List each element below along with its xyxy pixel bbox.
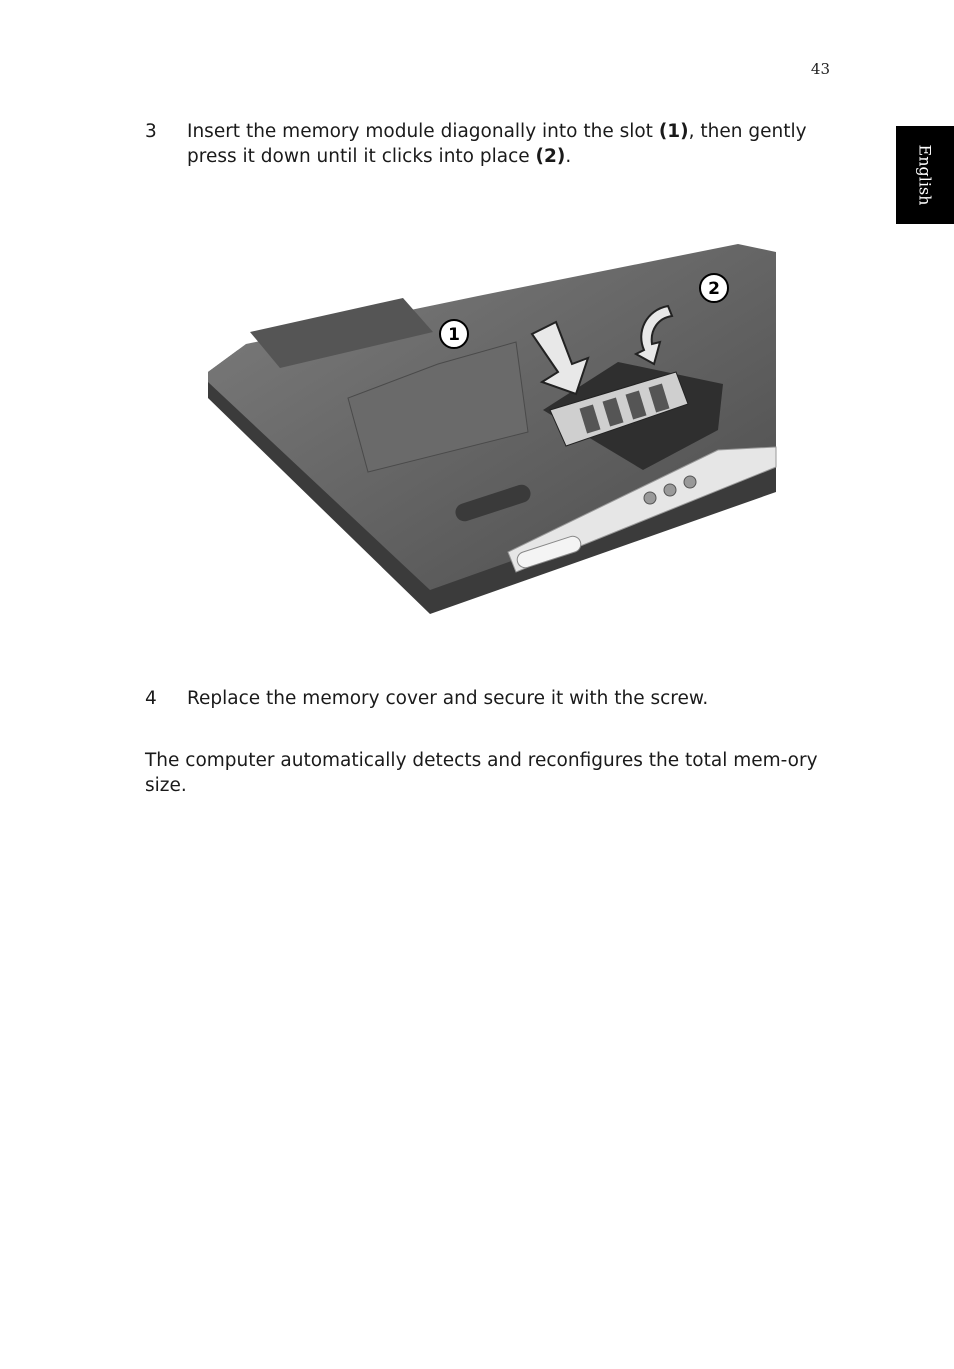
step-text-part: Insert the memory module diagonally into the slot <box>187 121 659 142</box>
closing-paragraph: The computer automatically detects and reconfigures the total mem-ory size. <box>145 750 818 796</box>
language-tab-label: English <box>915 144 935 206</box>
step-text: Replace the memory cover and secure it with the screw. <box>187 688 709 709</box>
audio-jack <box>664 484 676 496</box>
step-text-part: , then gently press it down until it clicks into place <box>187 121 807 167</box>
step-text <box>187 119 835 169</box>
step-number: 3 <box>145 121 157 142</box>
page-number: 43 <box>810 60 830 78</box>
audio-jack <box>684 476 696 488</box>
step-4 <box>145 686 835 711</box>
slot-reference: (1) <box>658 121 689 142</box>
callout-2-label: 2 <box>708 279 720 299</box>
language-tab <box>896 126 954 224</box>
callout-1-label: 1 <box>448 325 460 345</box>
audio-jack <box>644 492 656 504</box>
step-text-part: . <box>565 146 572 167</box>
memory-install-illustration <box>198 222 778 624</box>
step-3 <box>145 119 835 169</box>
place-reference: (2) <box>535 146 566 167</box>
step-number: 4 <box>145 688 157 709</box>
